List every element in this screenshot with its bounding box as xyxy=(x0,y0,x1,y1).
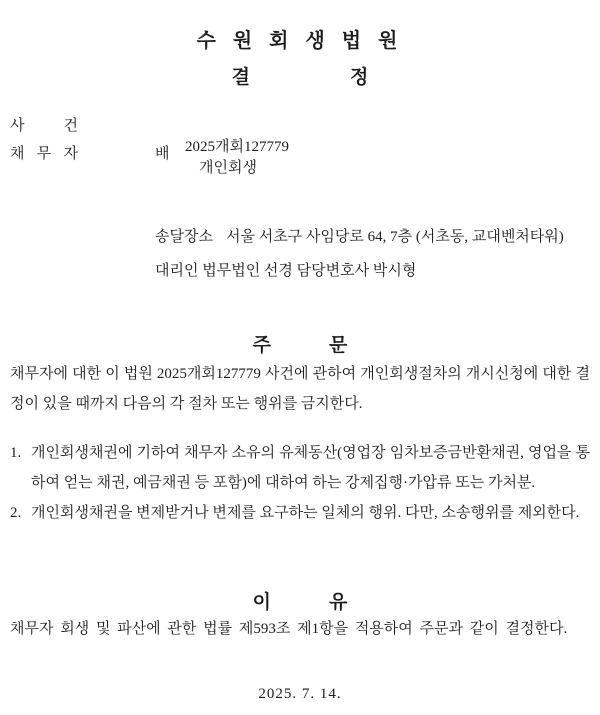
case-number-value xyxy=(155,118,289,194)
order-items-list xyxy=(10,438,590,528)
reason-heading-char-right: 유 xyxy=(329,592,348,613)
representative-line: 대리인 법무법인 선경 담당변호사 박시형 xyxy=(155,263,417,279)
order-item-2-text: 개인회생채권을 변제받거나 변제를 요구하는 일체의 행위. 다만, 소송행위를 제외한다. xyxy=(31,505,580,521)
court-name-title: 수 원 회 생 법 원 xyxy=(196,30,404,52)
order-item-1-number: 1. xyxy=(10,445,22,461)
order-item-1-text: 개인회생채권에 기하여 채무자 소유의 유체동산(영업장 임차보증금반환채권, 영업을 통하여 얻는 채권, 예금채권 등 포함)에 대하여 하는 강제집행·가압류 또는 가처분. xyxy=(31,445,590,491)
case-number-label xyxy=(10,114,78,135)
debtor-label xyxy=(10,142,78,163)
debtor-label-char: 채 xyxy=(10,146,25,162)
debtor-row xyxy=(10,142,590,170)
case-info-block xyxy=(10,114,590,176)
document-type-char-left: 결 xyxy=(231,67,250,88)
order-section-heading xyxy=(0,330,600,357)
decision-date: 2025. 7. 14. xyxy=(258,686,342,702)
order-item-2-number: 2. xyxy=(10,505,22,521)
case-number: 2025개회127779 xyxy=(185,139,289,155)
service-address-value: 서울 서초구 사임당로 64, 7층 (서초동, 교대벤처타워) xyxy=(225,229,564,245)
debtor-name: 배 xyxy=(155,146,170,162)
case-label-char: 사 xyxy=(10,118,25,134)
service-address-label: 송달장소 xyxy=(155,229,213,245)
document-type-title xyxy=(0,62,600,89)
case-number-row xyxy=(10,114,590,176)
debtor-label-char: 자 xyxy=(63,146,78,162)
reason-heading-char-left: 이 xyxy=(252,592,271,613)
reason-section-heading xyxy=(0,587,600,614)
order-heading-char-left: 주 xyxy=(252,335,271,356)
debtor-label-char: 무 xyxy=(36,146,52,162)
order-item-2 xyxy=(10,498,590,528)
case-label-char: 건 xyxy=(63,118,78,134)
document-type-char-right: 정 xyxy=(350,67,369,88)
order-heading-char-right: 문 xyxy=(329,335,348,356)
case-type: 개인회생 xyxy=(199,160,257,176)
order-item-1 xyxy=(10,438,590,498)
reason-paragraph: 채무자 회생 및 파산에 관한 법률 제593조 제1항을 적용하여 주문과 같이 결정한다. xyxy=(10,621,568,637)
service-address-line xyxy=(155,220,592,254)
party-details-block xyxy=(155,220,592,288)
order-intro-paragraph: 채무자에 대한 이 법원 2025개회127779 사건에 관하여 개인회생절차의 개시신청에 대한 결정이 있을 때까지 다음의 각 절차 또는 행위를 금지한다. xyxy=(10,366,590,412)
